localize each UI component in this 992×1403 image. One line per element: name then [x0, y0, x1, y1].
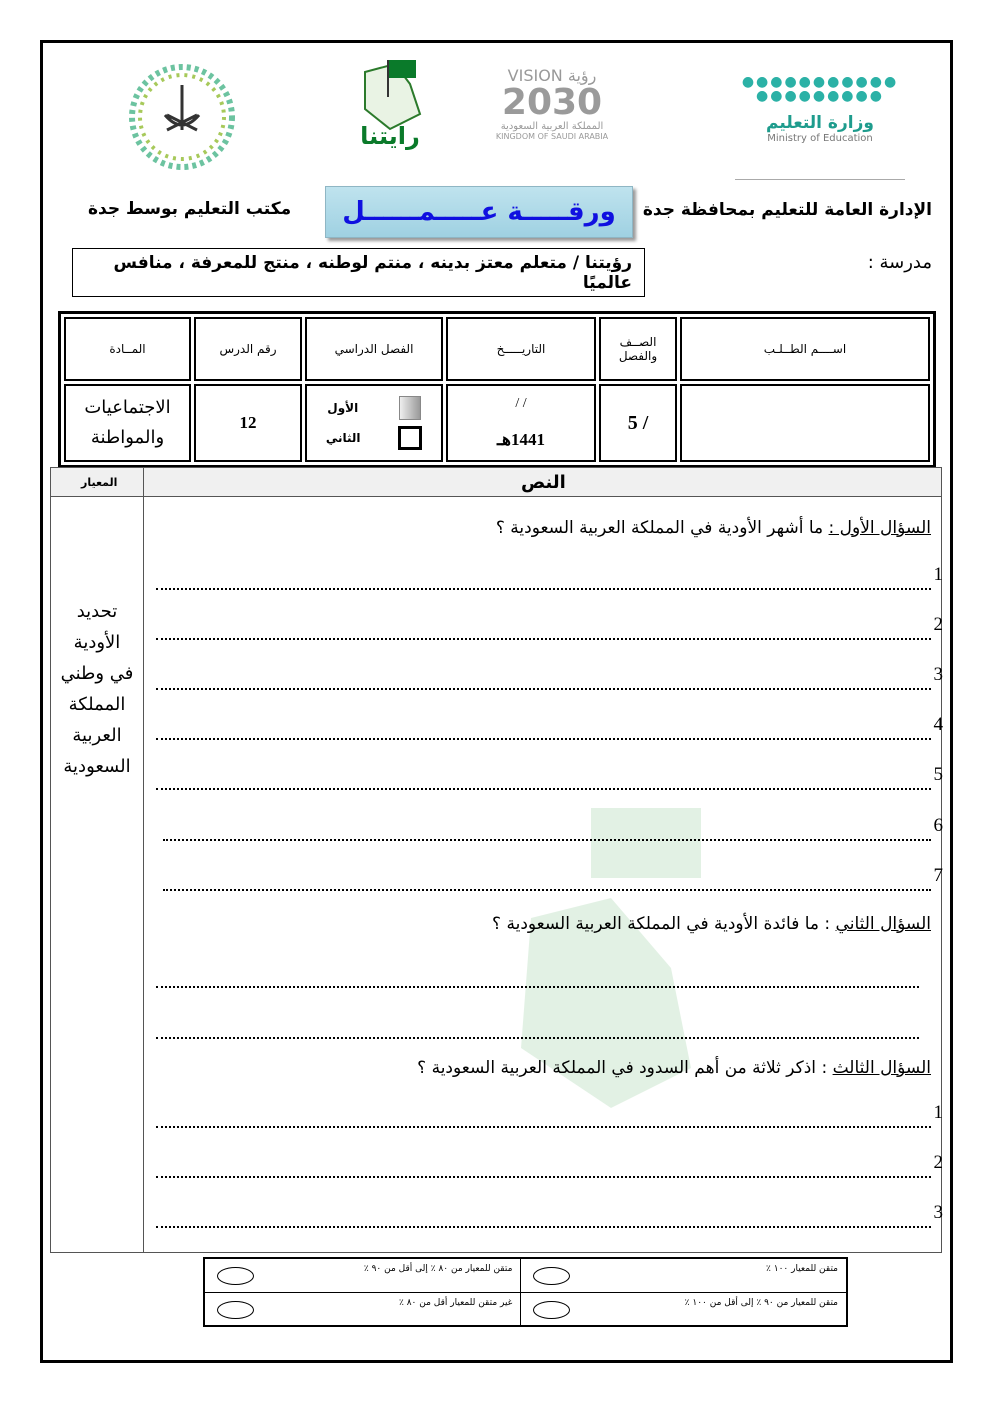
- line-number: 3: [933, 664, 943, 685]
- answer-line[interactable]: [156, 714, 943, 740]
- date-year: 1441هـ: [497, 430, 545, 449]
- lesson-value: 12: [194, 384, 302, 462]
- term-second-label: الثاني: [325, 431, 361, 445]
- term-first-checkbox[interactable]: [399, 396, 421, 420]
- col-standard: المعيار: [81, 476, 118, 489]
- mastery-rubric: [203, 1257, 848, 1327]
- rubric-label: متقن للمعيار من ٨٠ ٪ إلى أقل من ٩٠ ٪: [363, 1264, 513, 1274]
- rubric-oval[interactable]: [217, 1301, 254, 1319]
- office-name: مكتب التعليم بوسط جدة: [88, 199, 292, 219]
- rubric-label: متقن للمعيار ١٠٠ ٪: [766, 1264, 838, 1274]
- grade-l2: والفصل: [618, 349, 658, 363]
- worksheet-title: ورقـــــة عـــــمــــــل: [325, 186, 633, 238]
- header-subject: المــادة: [64, 317, 191, 381]
- q1-text: ما أشهر الأودية في المملكة العربية السعودية ؟: [495, 518, 829, 538]
- header-term: الفصل الدراسي: [305, 317, 443, 381]
- standard-text: [51, 596, 143, 782]
- worksheet-content: [50, 467, 942, 1253]
- grade-value[interactable]: / 5: [599, 384, 677, 462]
- answer-line[interactable]: [156, 1019, 919, 1039]
- rubric-oval[interactable]: [217, 1267, 254, 1285]
- col-text: النص: [521, 472, 566, 493]
- rubric-cell: [204, 1258, 521, 1292]
- education-office-logo: [125, 60, 240, 175]
- question-2: [492, 914, 931, 934]
- rayatna-logo: [350, 52, 430, 167]
- answer-line[interactable]: [156, 564, 943, 590]
- answer-line[interactable]: [163, 815, 943, 841]
- answer-line[interactable]: [156, 664, 943, 690]
- q2-label: السؤال الثاني: [835, 914, 931, 934]
- term-value: [305, 384, 443, 462]
- std-line: في وطني: [60, 663, 134, 684]
- std-line: المملكة: [68, 694, 126, 715]
- rubric-oval[interactable]: [533, 1267, 570, 1285]
- rubric-oval[interactable]: [533, 1301, 570, 1319]
- subject-l1: الاجتماعيات: [84, 397, 171, 418]
- directorate-name: الإدارة العامة للتعليم بمحافظة جدة: [642, 200, 932, 220]
- content-header: [51, 468, 941, 497]
- dots-icon: ●●●●●●●●●●● ●●●●●●●●●: [741, 74, 899, 104]
- answer-line[interactable]: [156, 1152, 943, 1178]
- rubric-cell: [204, 1292, 521, 1326]
- vision-country-ar: المملكة العربية السعودية: [500, 121, 604, 132]
- std-line: تحديد: [76, 601, 118, 622]
- line-number: 1: [933, 564, 943, 585]
- subject-value: [64, 384, 191, 462]
- rayatna-text: رايتنا: [360, 122, 420, 150]
- rubric-label: غير متقن للمعيار أقل من ٨٠ ٪: [399, 1297, 513, 1308]
- header-date: التاريـــــخ: [446, 317, 596, 381]
- column-divider: [143, 468, 144, 1252]
- question-1: [496, 518, 931, 538]
- grade-l1: الصــف: [619, 335, 657, 349]
- header-grade: [599, 317, 677, 381]
- std-line: الأودية: [73, 632, 121, 653]
- vision-country-en: KINGDOM OF SAUDI ARABIA: [495, 132, 609, 141]
- rubric-cell: [521, 1292, 847, 1326]
- question-3: [417, 1058, 931, 1078]
- vision-en: VISION: [507, 66, 563, 85]
- answer-line[interactable]: [156, 968, 919, 988]
- vision-statement: رؤيتنا / متعلم معتز بدينه ، منتم لوطنه ، منتج للمعرفة ، منافس عالميًا: [72, 248, 645, 297]
- header-student-name: اســــم الطــلـب: [680, 317, 930, 381]
- moe-en: Ministry of Education: [767, 133, 873, 144]
- vision-ar: رؤية: [567, 66, 597, 85]
- q3-text: : اذكر ثلاثة من أهم السدود في المملكة العربية السعودية ؟: [417, 1058, 833, 1078]
- term-first-label: الأول: [327, 401, 359, 415]
- header-lesson: رقم الدرس: [194, 317, 302, 381]
- answer-line[interactable]: [156, 1102, 943, 1128]
- student-name-field[interactable]: [680, 384, 930, 462]
- answer-line[interactable]: [156, 1202, 943, 1228]
- vision-year: 2030: [501, 82, 603, 123]
- line-number: 4: [933, 714, 943, 735]
- std-line: السعودية: [63, 756, 131, 777]
- student-info-table: [58, 311, 936, 468]
- answer-line[interactable]: [156, 764, 943, 790]
- term-second-checkbox[interactable]: [398, 426, 422, 450]
- moe-ar: وزارة التعليم: [766, 113, 874, 133]
- line-number: 7: [933, 865, 943, 886]
- ministry-of-education-logo: [735, 75, 905, 180]
- line-number: 5: [933, 764, 943, 785]
- date-value[interactable]: [446, 384, 596, 462]
- q3-label: السؤال الثالث: [832, 1058, 931, 1078]
- line-number: 6: [933, 815, 943, 836]
- rubric-cell: [521, 1258, 847, 1292]
- vision-2030-logo: [487, 66, 617, 151]
- q2-text: : ما فائدة الأودية في المملكة العربية السعودية ؟: [492, 914, 836, 934]
- line-number: 1: [933, 1102, 943, 1123]
- school-label: مدرسة :: [867, 252, 932, 273]
- rubric-label: متقن للمعيار من ٩٠ ٪ إلى أقل من ١٠٠ ٪: [684, 1297, 838, 1308]
- subject-l2: والمواطنة: [90, 427, 165, 448]
- line-number: 2: [933, 1152, 943, 1173]
- std-line: العربية: [72, 725, 122, 746]
- line-number: 2: [933, 614, 943, 635]
- date-slashes: / /: [515, 396, 527, 411]
- q1-label: السؤال الأول :: [828, 518, 931, 538]
- answer-line[interactable]: [163, 865, 943, 891]
- line-number: 3: [933, 1202, 943, 1223]
- answer-line[interactable]: [156, 614, 943, 640]
